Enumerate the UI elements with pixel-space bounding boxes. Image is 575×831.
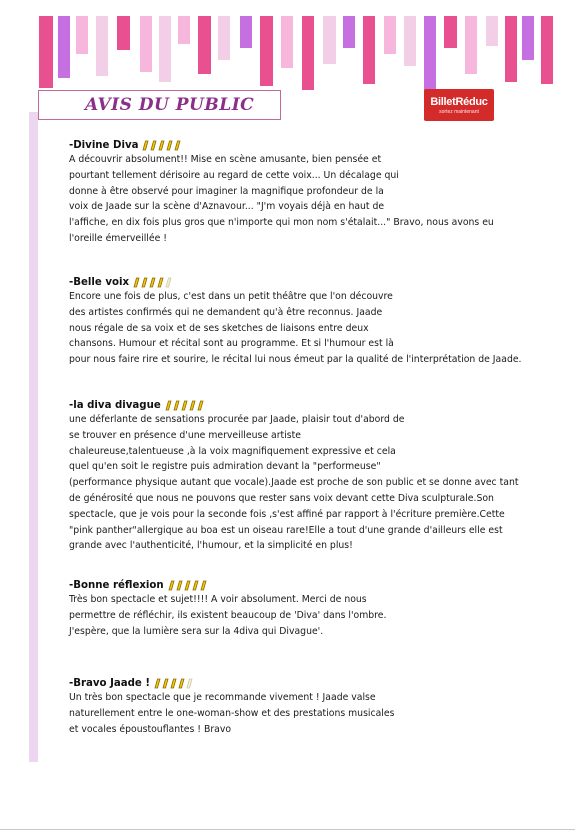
review-line: (performance physique autant que vocale).Jaade est proche de son public et se donne avec tant (69, 477, 519, 489)
star-filled-icon (191, 580, 199, 591)
star-filled-icon (156, 277, 164, 288)
star-filled-icon (157, 140, 165, 151)
billetreduc-logo (424, 89, 494, 121)
decorative-stripe (505, 16, 517, 82)
review-line: chansons. Humour et récital sont au programme. Et si l'humour est là (69, 338, 394, 350)
decorative-stripe (218, 16, 230, 60)
review-header (69, 578, 539, 592)
review-header (69, 138, 539, 152)
review-card (69, 275, 539, 368)
star-filled-icon (132, 277, 140, 288)
star-filled-icon (165, 140, 173, 151)
review-title: -Bonne réflexion (69, 579, 164, 591)
star-filled-icon (180, 400, 188, 411)
decorative-stripe (363, 16, 375, 84)
review-line: pour nous faire rire et sourire, le récital lui nous émeut par la qualité de l'interprétation de Jaade. (69, 354, 522, 366)
logo-tagline: sortez maintenant (439, 109, 479, 115)
review-line: et vocales époustouflantes ! Bravo (69, 723, 232, 735)
review-line: voix de Jaade sur la scène d'Aznavour... "J'm voyais déjà en haut de (69, 201, 385, 213)
review-line: donne à être observé pour imaginer la magnifique profondeur de la (69, 185, 384, 197)
star-filled-icon (164, 400, 172, 411)
review-line: l'oreille émerveillée ! (69, 232, 167, 244)
decorative-stripe (384, 16, 396, 54)
review-line: naturellement entre le one-woman-show et des prestations musicales (69, 707, 395, 719)
review-header (69, 275, 539, 289)
review-line: une déferlante de sensations procurée par Jaade, plaisir tout d'abord de (69, 414, 405, 425)
review-line: spectacle, que je vois pour la seconde fois ,s'est affiné par rapport à l'écriture première.Cette (69, 508, 505, 520)
decorative-stripe (541, 16, 553, 84)
star-empty-icon (164, 277, 172, 288)
review-text (69, 592, 539, 639)
review-line: Très bon spectacle et sujet!!!! A voir absolument. Merci de nous (69, 594, 367, 605)
page-bottom-rule (0, 829, 575, 830)
review-line: nous régale de sa voix et de ses sketches de liaisons entre deux (69, 322, 369, 334)
decorative-stripe (343, 16, 355, 48)
star-filled-icon (148, 277, 156, 288)
decorative-stripe (76, 16, 88, 54)
star-rating (141, 140, 181, 151)
star-filled-icon (141, 140, 149, 151)
review-line: des artistes confirmés qui ne demandent qu'à être reconnus. Jaade (69, 306, 383, 318)
decorative-stripe (323, 16, 336, 64)
review-header (69, 676, 539, 690)
review-line: grande avec l'authenticité, l'humour, et la simplicité en plus! (69, 540, 353, 552)
review-title: -la diva divague (69, 399, 161, 411)
review-card (69, 676, 539, 737)
title-box (38, 90, 281, 120)
review-title: -Bravo Jaade ! (69, 677, 151, 689)
decorative-stripe (39, 16, 53, 88)
review-title: -Belle voix (69, 276, 130, 288)
review-title: -Divine Diva (69, 139, 139, 151)
review-line: permettre de réfléchir, ils existent beaucoup de 'Diva' dans l'ombre. (69, 609, 387, 621)
decorative-stripe (465, 16, 477, 74)
review-text (69, 289, 539, 368)
review-line: A découvrir absolument!! Mise en scène amusante, bien pensée et (69, 154, 382, 165)
star-filled-icon (161, 678, 169, 689)
star-rating (167, 580, 207, 591)
star-filled-icon (149, 140, 157, 151)
review-line: pourtant tellement dérisoire au regard de cette voix... Un décalage qui (69, 169, 399, 181)
logo-text: BilletRéduc (430, 96, 488, 108)
star-empty-icon (185, 678, 193, 689)
decorative-stripe (159, 16, 171, 82)
review-line: se trouver en présence d'une merveilleuse artiste (69, 429, 301, 441)
review-text (69, 152, 539, 247)
decorative-stripe (240, 16, 252, 48)
review-line: Un très bon spectacle que je recommande vivement ! Jaade valse (69, 692, 376, 703)
review-line: Encore une fois de plus, c'est dans un petit théâtre que l'on découvre (69, 291, 393, 302)
review-card (69, 398, 539, 554)
star-rating (164, 400, 204, 411)
decorative-stripe (96, 16, 108, 76)
star-filled-icon (188, 400, 196, 411)
star-filled-icon (177, 678, 185, 689)
star-filled-icon (173, 140, 181, 151)
review-header (69, 398, 539, 412)
decorative-stripe (260, 16, 273, 86)
star-filled-icon (140, 277, 148, 288)
side-accent-bar (29, 112, 38, 762)
decorative-stripe (198, 16, 211, 74)
star-filled-icon (172, 400, 180, 411)
star-rating (132, 277, 172, 288)
review-text (69, 690, 539, 737)
decorative-stripe (117, 16, 130, 50)
star-filled-icon (167, 580, 175, 591)
decorative-stripe (522, 16, 534, 60)
decorative-stripe (486, 16, 498, 46)
review-line: quel qu'en soit le registre puis admiration devant la "performeuse" (69, 461, 381, 473)
star-filled-icon (169, 678, 177, 689)
star-filled-icon (183, 580, 191, 591)
decorative-stripe (140, 16, 152, 72)
review-text (69, 412, 539, 554)
decorative-stripe (444, 16, 457, 48)
review-card (69, 138, 539, 247)
decorative-stripe (404, 16, 416, 66)
star-filled-icon (196, 400, 204, 411)
decorative-stripe (302, 16, 314, 90)
review-line: l'affiche, en dix fois plus gros que n'importe qui mon nom s'étalait..." Bravo, nous avons eu (69, 217, 494, 229)
decorative-stripe (58, 16, 70, 78)
star-rating (153, 678, 193, 689)
star-filled-icon (153, 678, 161, 689)
review-line: "pink panther"allergique au boa est un oiseau rare!Elle a tout d'une grande d'ailleurs elle est (69, 524, 503, 536)
star-filled-icon (199, 580, 207, 591)
star-filled-icon (175, 580, 183, 591)
decorative-stripe (281, 16, 293, 68)
review-line: chaleureuse,talentueuse ,à la voix magnifiquement expressive et cela (69, 445, 396, 457)
review-line: J'espère, que la lumière sera sur la 4diva qui Divague'. (69, 625, 324, 637)
review-line: de générosité que nous ne pouvons que rester sans voix devant cette Diva sculpturale.Son (69, 492, 494, 504)
decorative-stripe (424, 16, 436, 90)
page-title: AVIS DU PUBLIC (85, 95, 255, 115)
decorative-stripe (178, 16, 190, 44)
review-card (69, 578, 539, 639)
